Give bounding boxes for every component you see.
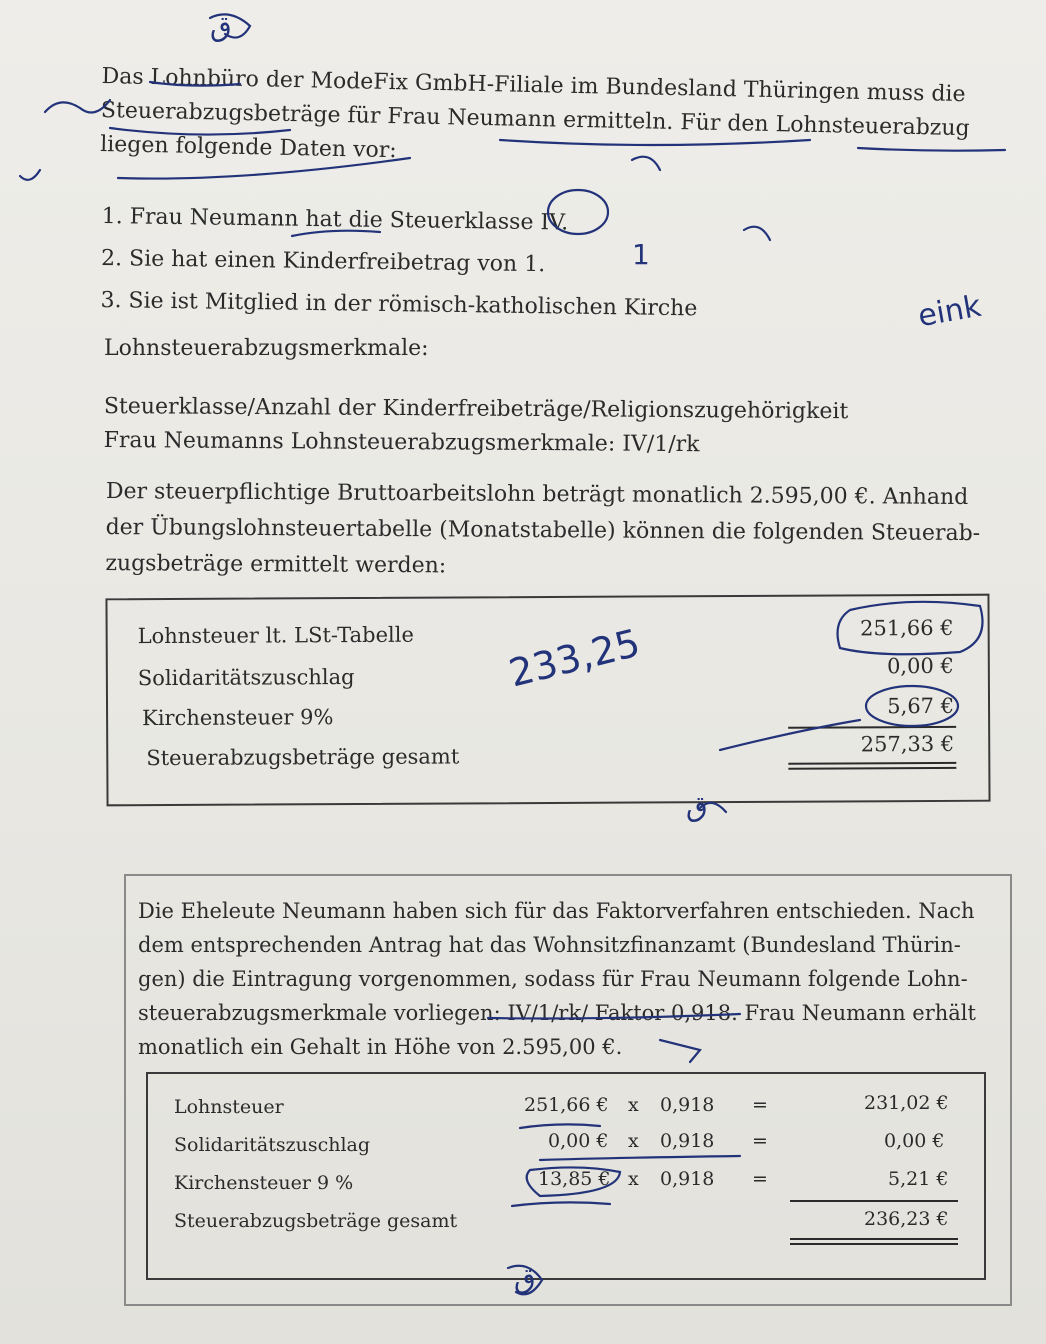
intro-line-3: liegen folgende Daten vor: — [99, 131, 397, 164]
handwritten-mark: ق — [210, 10, 232, 43]
handwritten-note: eink — [915, 288, 984, 335]
factor-total-value: 236,23 € — [864, 1208, 949, 1230]
factor-row-op: x — [628, 1168, 639, 1190]
merkmale-line-2: Frau Neumanns Lohnsteuerabzugsmerkmale: IV/1/rk — [103, 427, 700, 458]
factor-line-2: dem entsprechenden Antrag hat das Wohnsitzfinanzamt (Bundesland Thürin- — [138, 933, 961, 957]
intro-line-1: Das Lohnbüro der ModeFix GmbH-Filiale im Bundesland Thüringen muss die — [101, 63, 966, 108]
factor-line-5: monatlich ein Gehalt in Höhe von 2.595,00 €. — [138, 1035, 623, 1059]
list-item: 1. Frau Neumann hat die Steuerklasse IV. — [101, 203, 569, 236]
factor-row-result: 0,00 € — [884, 1130, 945, 1152]
table-row-value: 0,00 € — [886, 653, 954, 679]
brutto-line-1: Der steuerpflichtige Bruttoarbeitslohn beträgt monatlich 2.595,00 €. Anhand — [105, 478, 969, 511]
table-row-label: Steuerabzugsbeträge gesamt — [146, 744, 460, 771]
table-row-value: 251,66 € — [860, 615, 954, 641]
factor-row-op: x — [628, 1094, 639, 1116]
factor-row-base: 13,85 € — [538, 1168, 611, 1190]
handwritten-mark: ق — [514, 1262, 536, 1295]
factor-row-result: 231,02 € — [864, 1092, 949, 1114]
factor-row-label: Lohnsteuer — [174, 1096, 284, 1118]
list-item: 2. Sie hat einen Kinderfreibetrag von 1. — [100, 245, 546, 278]
factor-row-op: x — [628, 1130, 639, 1152]
factor-line-4: steuerabzugsmerkmale vorliegen: IV/1/rk/ Faktor 0,918. Frau Neumann erhält — [138, 1001, 976, 1025]
table-row-label: Kirchensteuer 9% — [142, 705, 334, 731]
handwritten-mark: ق — [686, 790, 708, 823]
list-item: 3. Sie ist Mitglied in der römisch-katholischen Kirche — [100, 287, 698, 322]
section-heading: Lohnsteuerabzugsmerkmale: — [104, 336, 429, 361]
table-row-value: 5,67 € — [887, 693, 955, 719]
factor-row-label: Kirchensteuer 9 % — [174, 1172, 354, 1194]
factor-row-factor: 0,918 — [660, 1168, 715, 1190]
factor-row-label: Solidaritätszuschlag — [174, 1134, 371, 1156]
table-total-value: 257,33 € — [860, 731, 955, 757]
merkmale-line-1: Steuerklasse/Anzahl der Kinderfreibeträge/Religionszugehörigkeit — [103, 393, 849, 425]
brutto-line-3: zugsbeträge ermittelt werden: — [105, 550, 447, 579]
factor-row-eq: = — [752, 1094, 768, 1116]
factor-row-base: 251,66 € — [524, 1094, 609, 1116]
factor-row-base: 0,00 € — [548, 1130, 609, 1152]
factor-row-eq: = — [752, 1130, 768, 1152]
table-row-label: Solidaritätszuschlag — [137, 665, 355, 691]
factor-row-label: Steuerabzugsbeträge gesamt — [174, 1210, 458, 1232]
handwritten-calc: 233,25 — [504, 620, 645, 696]
factor-row-factor: 0,918 — [660, 1094, 715, 1116]
table-row-label: Lohnsteuer lt. LSt-Tabelle — [137, 622, 414, 649]
intro-line-2: Steuerabzugsbeträge für Frau Neumann ermitteln. Für den Lohnsteuerabzug — [100, 97, 970, 142]
factor-row-factor: 0,918 — [660, 1130, 715, 1152]
factor-line-3: gen) die Eintragung vorgenommen, sodass für Frau Neumann folgende Lohn- — [138, 967, 968, 991]
factor-line-1: Die Eheleute Neumann haben sich für das Faktorverfahren entschieden. Nach — [138, 899, 975, 923]
factor-row-result: 5,21 € — [888, 1168, 949, 1190]
handwritten-number: 1 — [632, 238, 650, 271]
brutto-line-2: der Übungslohnsteuertabelle (Monatstabelle) können die folgenden Steuerab- — [105, 514, 981, 547]
factor-row-eq: = — [752, 1168, 768, 1190]
